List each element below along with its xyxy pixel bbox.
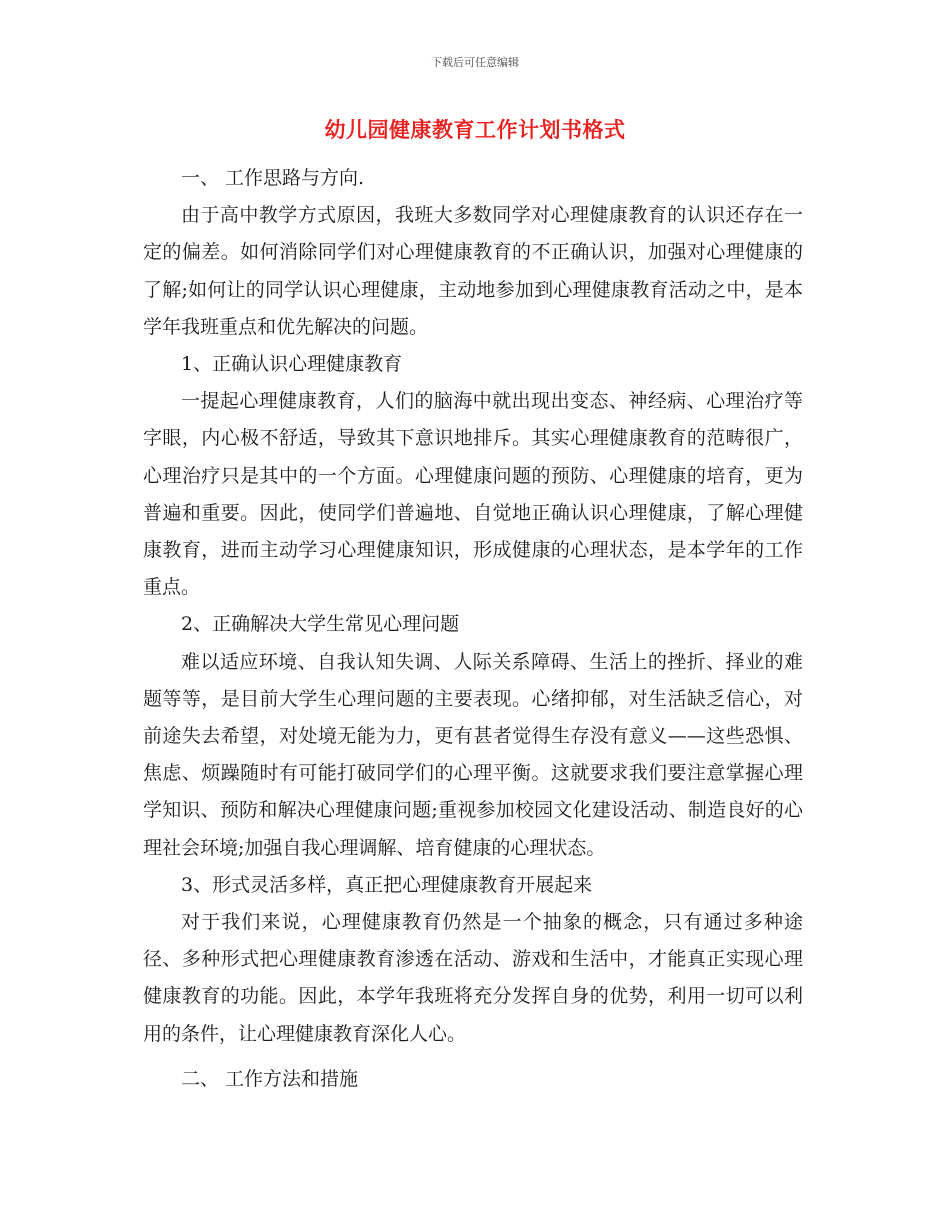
paragraph: 难以适应环境、自我认知失调、人际关系障碍、生活上的挫折、择业的难题等等，是目前大学生心理问题的主要表现。心绪抑郁，对生活缺乏信心，对前途失去希望，对处境无能为力，更有甚者觉得生存没有意义——这些恐惧、焦虑、烦躁随时有可能打破同学们的心理平衡。这就要求我们要注意掌握心理学知识、预防和解决心理健康问题;重视参加校园文化建设活动、制造良好的心理社会环境;加强自我心理调解、培育健康的心理状态。 xyxy=(143,650,803,859)
section-heading-2: 二、 工作方法和措施 xyxy=(181,1067,359,1090)
subsection-heading-3: 3、形式灵活多样，真正把心理健康教育开展起来 xyxy=(181,873,593,896)
paragraph: 一提起心理健康教育，人们的脑海中就出现出变态、神经病、心理治疗等字眼，内心极不舒适，导致其下意识地排斥。其实心理健康教育的范畴很广，心理治疗只是其中的一个方面。心理健康问题的预防、心理健康的培育，更为普遍和重要。因此，使同学们普遍地、自觉地正确认识心理健康，了解心理健康教育，进而主动学习心理健康知识，形成健康的心理状态，是本学年的工作重点。 xyxy=(143,390,803,599)
subsection-heading-2: 2、正确解决大学生常见心理问题 xyxy=(181,613,460,636)
paragraph: 对于我们来说，心理健康教育仍然是一个抽象的概念，只有通过多种途径、多种形式把心理健康教育渗透在活动、游戏和生活中，才能真正实现心理健康教育的功能。因此，本学年我班将充分发挥自身的优势，利用一切可以利用的条件，让心理健康教育深化人心。 xyxy=(143,911,803,1045)
document-title: 幼儿园健康教育工作计划书格式 xyxy=(324,118,626,142)
document-body xyxy=(143,160,803,1098)
header-note: 下载后可任意编辑 xyxy=(431,56,519,69)
subsection-heading-1: 1、正确认识心理健康教育 xyxy=(181,353,403,376)
section-heading-1: 一、 工作思路与方向. xyxy=(181,167,365,189)
paragraph: 由于高中教学方式原因，我班大多数同学对心理健康教育的认识还存在一定的偏差。如何消除同学们对心理健康教育的不正确认识，加强对心理健康的了解;如何让的同学认识心理健康，主动地参加到心理健康教育活动之中，是本学年我班重点和优先解决的问题。 xyxy=(143,204,803,338)
